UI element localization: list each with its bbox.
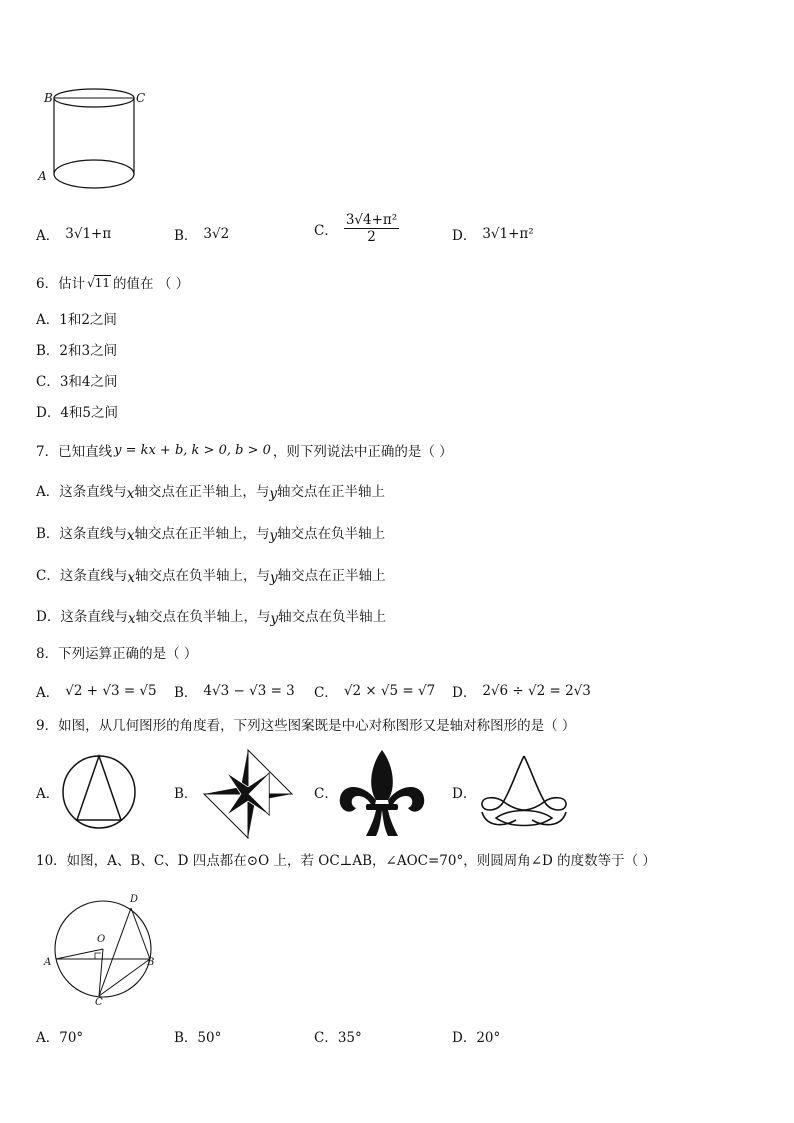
option-text: D．这条直线与 xyxy=(36,609,128,625)
option-text: C．这条直线与 xyxy=(36,568,128,584)
fleur-de-lis-figure xyxy=(336,748,428,840)
q9-option-a-letter[interactable]: A． xyxy=(36,786,60,802)
compass-star-figure xyxy=(200,748,296,840)
q8-option-d[interactable] xyxy=(452,681,591,701)
line-formula: y = kx + b, k > 0, b > 0 xyxy=(114,442,271,458)
q7-option-b[interactable] xyxy=(36,522,385,542)
option-text: 轴交点在正半轴上 xyxy=(277,568,386,584)
q10-option-a[interactable]: A．70° xyxy=(36,1030,84,1046)
option-expr: 3√2 xyxy=(203,226,230,242)
radicand: 11 xyxy=(94,275,111,290)
q8-option-a[interactable] xyxy=(36,681,157,701)
option-text: B．这条直线与 xyxy=(36,526,127,542)
point-label-a: A xyxy=(38,169,47,183)
q8-option-b[interactable] xyxy=(174,681,295,701)
var-y: y xyxy=(269,570,278,586)
stem-text: ，则下列说法中正确的是（ ） xyxy=(272,444,453,460)
stem-text: 的值在 （ ） xyxy=(113,276,190,292)
ornament-figure xyxy=(476,752,572,832)
var-y: y xyxy=(269,528,278,544)
q9-option-d-letter[interactable]: D． xyxy=(452,786,477,802)
var-x: x xyxy=(127,611,136,627)
point-label-a: A xyxy=(44,957,52,968)
option-letter: A． xyxy=(36,228,60,244)
point-label-o: O xyxy=(97,934,106,945)
cylinder-figure xyxy=(40,88,150,198)
option-expr: 4√3 − √3 = 3 xyxy=(203,683,295,699)
var-y: y xyxy=(269,486,278,502)
option-expr: √2 × √5 = √7 xyxy=(343,683,436,699)
option-expr: 2√6 ÷ √2 = 2√3 xyxy=(482,683,591,699)
q10-option-c[interactable]: C．35° xyxy=(314,1030,362,1046)
q5-option-b[interactable] xyxy=(174,224,229,244)
option-text: 轴交点在正半轴上，与 xyxy=(134,526,270,542)
var-x: x xyxy=(126,528,135,544)
option-text: 轴交点在负半轴上 xyxy=(278,609,387,625)
option-letter: B． xyxy=(174,228,198,244)
option-expr: 3√1+π xyxy=(65,226,112,242)
option-letter: D． xyxy=(452,228,477,244)
option-text: 轴交点在负半轴上，与 xyxy=(134,568,270,584)
q9-option-c-letter[interactable]: C． xyxy=(314,786,338,802)
option-expr: √2 + √3 = √5 xyxy=(65,683,157,699)
q5-option-c[interactable] xyxy=(314,212,399,245)
option-letter: C． xyxy=(314,222,338,239)
q8-option-c[interactable] xyxy=(314,681,435,701)
point-label-c: C xyxy=(136,91,146,105)
option-text: 轴交点在负半轴上，与 xyxy=(135,609,271,625)
q7-option-a[interactable] xyxy=(36,480,385,500)
var-x: x xyxy=(127,570,135,586)
option-letter: A． xyxy=(36,685,60,701)
option-text: 轴交点在正半轴上 xyxy=(277,484,386,500)
q7-stem xyxy=(36,440,453,460)
q8-stem: 8．下列运算正确的是（ ） xyxy=(36,646,198,662)
option-letter: D． xyxy=(452,685,477,701)
q10-option-d[interactable]: D．20° xyxy=(452,1030,501,1046)
point-label-b: B xyxy=(147,957,155,968)
q7-option-d[interactable] xyxy=(36,605,386,625)
option-letter: B． xyxy=(174,685,198,701)
q9-option-b-letter[interactable]: B． xyxy=(174,786,198,802)
q6-option-d[interactable]: D．4和5之间 xyxy=(36,405,119,421)
q10-stem: 10．如图，A、B、C、D 四点都在⊙O 上，若 OC⊥AB，∠AOC=70°，则圆周角∠D 的度数等于（ ） xyxy=(36,853,656,869)
option-expr: 3√1+π² xyxy=(482,226,534,242)
point-label-d: D xyxy=(130,894,139,905)
point-label-c: C xyxy=(95,997,103,1008)
circle-triangle-figure xyxy=(62,752,138,832)
stem-text: 6．估计 xyxy=(36,276,86,292)
q7-option-c[interactable] xyxy=(36,564,386,584)
option-letter: C． xyxy=(314,685,338,701)
var-y: y xyxy=(270,611,279,627)
circle-geometry-figure xyxy=(40,890,170,1010)
option-text: 轴交点在负半轴上 xyxy=(277,526,386,542)
option-text: 轴交点在正半轴上，与 xyxy=(134,484,270,500)
q6-stem: 6．估计 √11 的值在 （ ） xyxy=(36,272,189,292)
q6-option-c[interactable]: C．3和4之间 xyxy=(36,374,118,390)
q5-option-d[interactable] xyxy=(452,224,534,244)
option-text: A．这条直线与 xyxy=(36,484,127,500)
q9-stem: 9．如图，从几何图形的角度看，下列这些图案既是中心对称图形又是轴对称图形的是（ ） xyxy=(36,718,576,734)
var-x: x xyxy=(126,486,135,502)
q5-option-a[interactable] xyxy=(36,224,111,244)
fraction-denominator: 2 xyxy=(367,229,376,245)
q10-option-b[interactable]: B．50° xyxy=(174,1030,222,1046)
fraction-numerator: 3√4+π² xyxy=(345,212,398,228)
q6-option-b[interactable]: B．2和3之间 xyxy=(36,343,118,359)
stem-text: 7．已知直线 xyxy=(36,444,113,460)
q6-option-a[interactable]: A．1和2之间 xyxy=(36,312,117,328)
point-label-b: B xyxy=(44,91,53,105)
